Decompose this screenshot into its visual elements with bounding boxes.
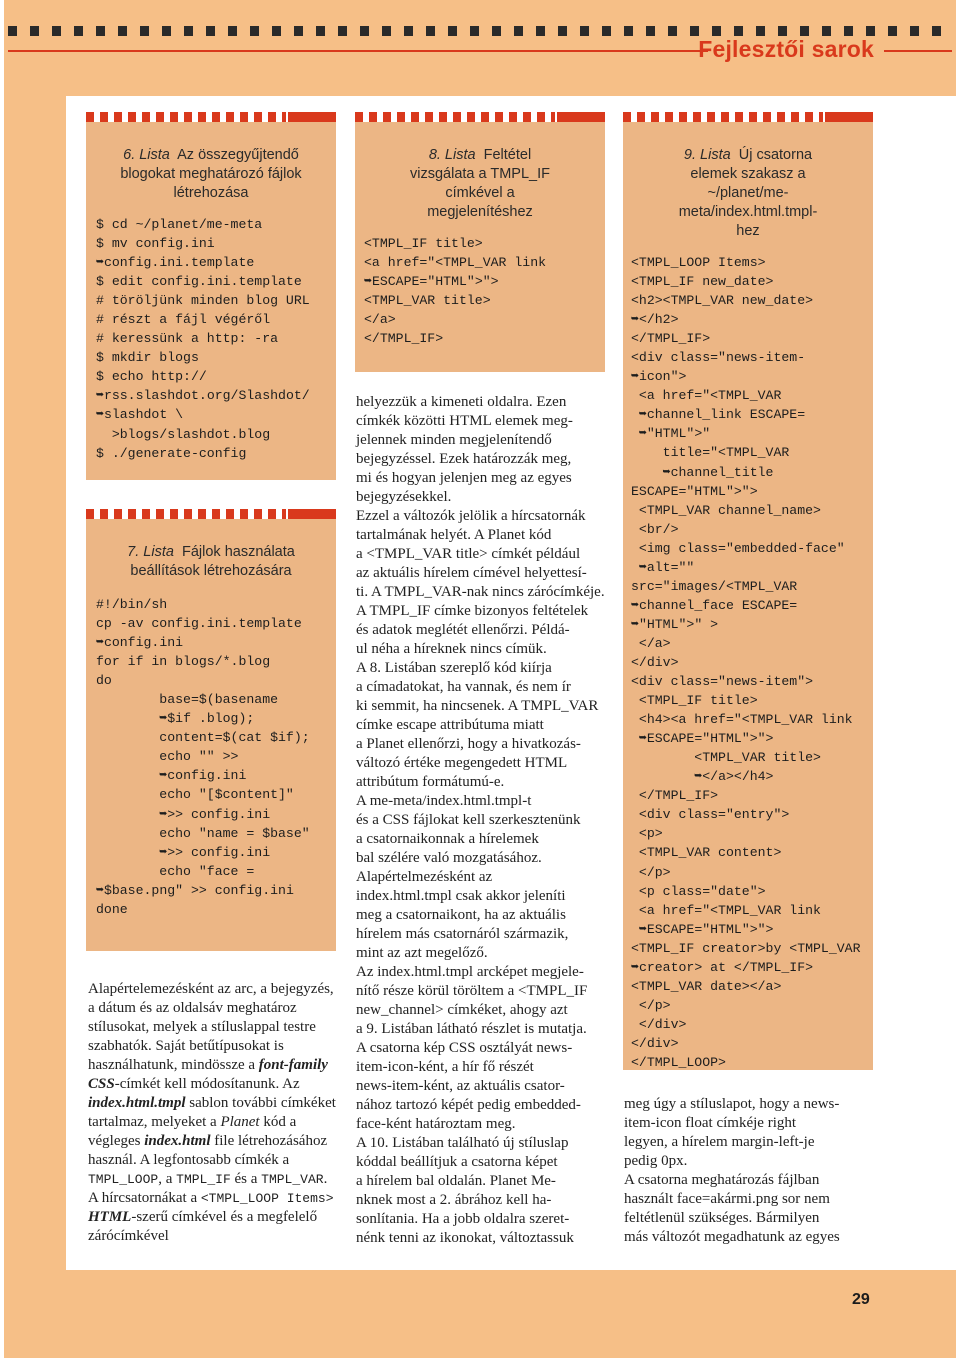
text-line: sonlítania. Ha a jobb oldalra szeret- xyxy=(356,1211,570,1227)
text-emphasis: index.html xyxy=(144,1133,211,1149)
header-rule-right xyxy=(884,50,952,52)
listing9-box xyxy=(623,122,873,1070)
text-line: hírelem más csatornáról származik, xyxy=(356,926,569,942)
listing8-number: 8. Lista xyxy=(428,147,476,163)
text-line: mint az azt megelőző. xyxy=(356,945,488,961)
text-line: helyezzük a kimeneti oldalra. Ezen xyxy=(356,394,567,410)
header-rule-left xyxy=(8,50,708,52)
text-line: a <TMPL_VAR title> címkét például xyxy=(356,546,581,562)
listing8-stripe xyxy=(355,112,555,122)
text-line: Alapértelmezésként az xyxy=(356,869,493,885)
text-line: meg a csatornaikont, ha az aktuális xyxy=(356,907,566,923)
text-line: a 9. Listában látható részlet is mutatja. xyxy=(356,1021,587,1037)
listing7-title: Fájlok használata beállítások létrehozására xyxy=(130,544,295,579)
inline-code: TMPL_VAR xyxy=(261,1172,324,1187)
text-run: sablon további címkéket tartalmaz, melyeket a xyxy=(88,1095,336,1130)
listing9-code: <TMPL_LOOP Items> <TMPL_IF new_date> <h2><TMPL_VAR new_date> ➥</h2> </TMPL_IF> <div class="news-item- ➥icon"> <a href="<TMPL_VAR ➥channel_link ESCAPE= ➥"HTML">" title="<TMPL_VAR ➥channel_title ESCAPE="HTML">"> <TMPL_VAR channel_name> <br/> <img class="embedded-face" ➥alt="" src="images/<TMPL_VAR ➥channel_face ESCAPE= ➥"HTML">" > </a> </div> <div class="news-item"> <TMPL_IF title> <h4><a href="<TMPL_VAR link ➥ESCAPE="HTML">"> <TMPL_VAR title> ➥</a></h4> </TMPL_IF> <div class="entry"> <p> <TMPL_VAR content> </p> <p class="date"> <a href="<TMPL_VAR link ➥ESCAPE="HTML">"> <TMPL_IF creator>by <TMPL_VAR ➥creator> at </TMPL_IF> <TMPL_VAR date></a> </p> </div> </div> </TMPL_LOOP> xyxy=(631,255,861,1070)
text-run: és a xyxy=(234,1171,258,1187)
text-line: jelennek minden megjelenítendő xyxy=(356,432,552,448)
text-line: A 8. Listában szereplő kód kiírja xyxy=(356,660,552,676)
listing9-caption xyxy=(673,146,823,241)
column1-paragraph xyxy=(88,980,340,1246)
listing9-stripe xyxy=(623,112,823,122)
text-line: legyen, a hírelem margin-left-je xyxy=(624,1134,815,1150)
text-run: file létrehozásához használ. A legfontosabb címkék a xyxy=(88,1133,328,1168)
text-line: A 10. Listában található új stíluslap xyxy=(356,1135,569,1151)
text-line: bal szélére való mozgatásához. xyxy=(356,850,542,866)
listing7-stripe-end xyxy=(288,509,336,519)
text-run: kód a végleges xyxy=(88,1114,297,1149)
text-line: és a CSS fájlokat kell szerkesztenünk xyxy=(356,812,581,828)
listing6-title: Az összegyűjtendő blogokat meghatározó fájlok létrehozása xyxy=(120,147,302,201)
text-emphasis: font-family CSS xyxy=(88,1057,328,1092)
listing8-stripe-end xyxy=(557,112,605,122)
text-line: a Planet ellenőrzi, hogy a hivatkozás- xyxy=(356,736,581,752)
listing7-code: #!/bin/sh cp -av config.ini.template ➥config.ini for if in blogs/*.blog do base=$(basename ➥$if .blog); content=$(cat $if); echo "" >> ➥config.ini echo "[$content]" ➥>> config.ini echo "name = $base" ➥>> config.ini echo "face = ➥$base.png" >> config.ini done xyxy=(96,597,310,917)
listing7-number: 7. Lista xyxy=(127,544,174,560)
text-line: más változót megadhatunk az egyes xyxy=(624,1229,840,1245)
listing8-code: <TMPL_IF title> <a href="<TMPL_VAR link ➥ESCAPE="HTML">"> <TMPL_VAR title> </a> </TMPL_IF> xyxy=(364,236,547,347)
text-line: bejegyzéssel. Ezek határozzák meg, xyxy=(356,451,572,467)
text-run: -szerű címkével és a megfelelő zárócímkével xyxy=(88,1209,318,1244)
text-line: címkék közötti HTML elemek meg- xyxy=(356,413,573,429)
text-line: item-icon float címkéje right xyxy=(624,1115,797,1131)
text-emphasis: HTML xyxy=(88,1209,132,1225)
listing7-stripe xyxy=(86,509,286,519)
listing7-box xyxy=(86,519,336,951)
text-line: A csatorna meghatározás fájlban xyxy=(624,1172,820,1188)
listing6-caption xyxy=(111,146,311,203)
listing8-title: Feltétel vizsgálata a TMPL_IF címkével a megjelenítéshez xyxy=(410,147,550,220)
column1-text xyxy=(88,980,340,1246)
text-line: a hírelem bal oldalán. Planet Me- xyxy=(356,1173,556,1189)
listing6-code: $ cd ~/planet/me-meta $ mv config.ini ➥config.ini.template $ edit config.ini.template # töröljünk minden blog URL # részt a fájl végéről # keressünk a http: -ra $ mkdir blogs $ echo http:// ➥rss.slashdot.org/Slashdot/ ➥slashdot \ >blogs/slashdot.blog $ ./generate-config xyxy=(96,217,310,461)
text-line: new_channel> címkéket, ahogy azt xyxy=(356,1002,568,1018)
text-run: , a xyxy=(158,1171,173,1187)
text-run: -címkét kell módosítanunk. Az xyxy=(114,1076,300,1092)
text-line: és adatok meglétét ellenőrzi. Példá- xyxy=(356,622,570,638)
listing6-stripe xyxy=(86,112,286,122)
text-line: nítő része körül töröltem a <TMPL_IF xyxy=(356,983,588,999)
text-line: nához tartozó képét pedig embedded- xyxy=(356,1097,581,1113)
text-line: feltétlenül szükséges. Bármilyen xyxy=(624,1210,820,1226)
listing9-stripe-end xyxy=(825,112,873,122)
text-line: kóddal beállítjuk a csatorna képet xyxy=(356,1154,558,1170)
text-run: Alapértelemezésként az arc, a bejegyzés, a dátum és az oldalsáv meghatároz stílusokat, melyek a stíluslappal testre szabhatók. Saját betűtípusokat is használhatunk, mindössze a xyxy=(88,981,334,1073)
text-line: news-item-ként, az aktuális csator- xyxy=(356,1078,565,1094)
column3-text xyxy=(624,1095,876,1247)
listing8-caption xyxy=(400,146,560,222)
text-line: A TMPL_IF címke bizonyos feltételek xyxy=(356,603,589,619)
inline-code: TMPL_LOOP xyxy=(88,1172,159,1187)
listing9-number: 9. Lista xyxy=(683,147,731,163)
text-line: címke escape attribútuma miatt xyxy=(356,717,544,733)
top-dashed-border xyxy=(8,26,952,36)
text-line: a csatornaikonnak a hírelemek xyxy=(356,831,539,847)
text-line: face-ként határoztam meg. xyxy=(356,1116,516,1132)
text-emphasis: index.html.tmpl xyxy=(88,1095,186,1111)
column2-lines xyxy=(356,393,608,1248)
text-line: Ezzel a változók jelölik a hírcsatornák xyxy=(356,508,586,524)
text-emphasis: Planet xyxy=(220,1114,260,1130)
text-line: nénk tenni az ikonokat, változtassuk xyxy=(356,1230,574,1246)
text-line: index.html.tmpl csak akkor jeleníti xyxy=(356,888,566,904)
text-line: tartalmának helyét. A Planet kód xyxy=(356,527,552,543)
listing9-title: Új csatorna elemek szakasz a ~/planet/me-meta/index.html.tmpl-hez xyxy=(678,147,818,239)
text-line: használt face=akármi.png sor nem xyxy=(624,1191,830,1207)
listing6-box xyxy=(86,122,336,480)
text-line: ti. A TMPL_VAR-nak nincs zárócímkéje. xyxy=(356,584,605,600)
text-line: meg úgy a stíluslapot, hogy a news- xyxy=(624,1096,840,1112)
text-line: attribútum formátumú-e. xyxy=(356,774,505,790)
text-line: a címadatokat, ha vannak, és nem ír xyxy=(356,679,571,695)
text-line: az aktuális hírelem címével helyettesí- xyxy=(356,565,587,581)
text-line: item-icon-ként, a hír fő részét xyxy=(356,1059,534,1075)
column2-text xyxy=(356,393,608,1248)
text-line: pedig 0px. xyxy=(624,1153,688,1169)
section-title: Fejlesztői sarok xyxy=(698,36,874,62)
inline-code: TMPL_IF xyxy=(176,1172,231,1187)
listing8-box xyxy=(355,122,605,372)
text-run: . A hírcsatornákat a xyxy=(88,1171,328,1206)
text-line: nknek most a 2. ábrához kell ha- xyxy=(356,1192,552,1208)
page-number: 29 xyxy=(852,1291,870,1308)
listing6-number: 6. Lista xyxy=(123,147,170,163)
text-line: változó értéke megengedett HTML xyxy=(356,755,568,771)
inline-code: <TMPL_LOOP Items> xyxy=(200,1191,334,1206)
text-line: ul néha a híreknek nincs címük. xyxy=(356,641,547,657)
text-line: mi és hogyan jelenjen meg az egyes xyxy=(356,470,572,486)
text-line: Az index.html.tmpl arcképet megjele- xyxy=(356,964,584,980)
text-line: A me-meta/index.html.tmpl-t xyxy=(356,793,532,809)
text-line: A csatorna kép CSS osztályát news- xyxy=(356,1040,573,1056)
listing7-caption xyxy=(116,543,306,581)
listing6-stripe-end xyxy=(288,112,336,122)
text-line: ki semmit, ha nincsenek. A TMPL_VAR xyxy=(356,698,599,714)
text-line: bejegyzésekkel. xyxy=(356,489,452,505)
column3-lines xyxy=(624,1095,876,1247)
